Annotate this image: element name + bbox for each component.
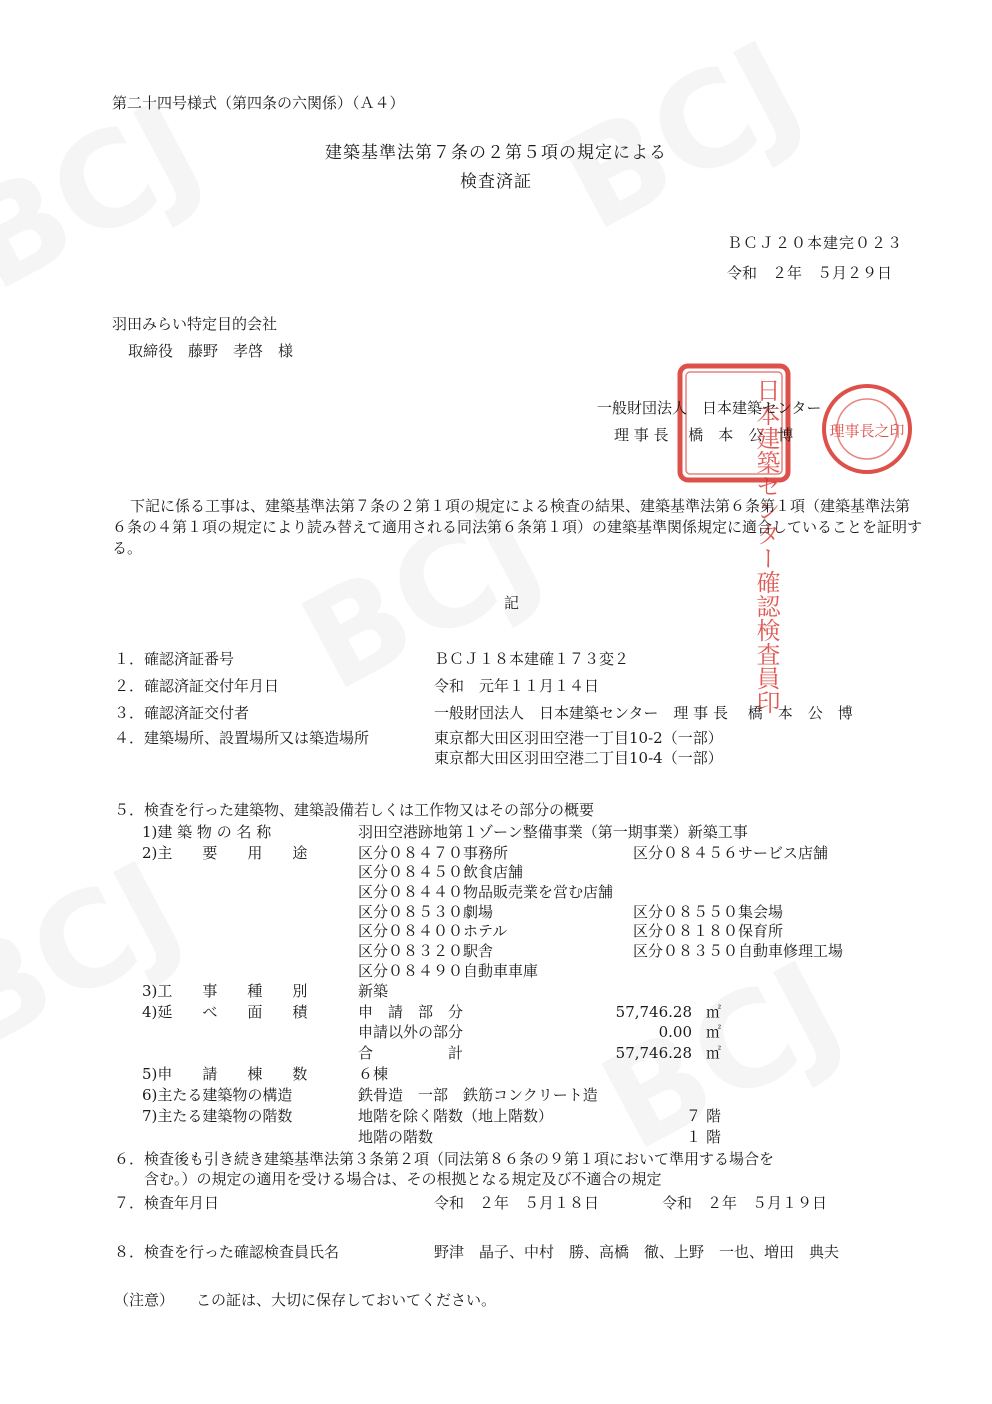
item-number: １． bbox=[114, 650, 145, 668]
form-label: 第二十四号様式（第四条の六関係）（Ａ４） bbox=[112, 94, 405, 112]
item-label: 確認済証交付年月日 bbox=[144, 677, 280, 695]
item-number: ４． bbox=[114, 729, 145, 747]
note-text: この証は、大切に保存しておいてください。 bbox=[196, 1291, 497, 1309]
item-7-value-2: 令和 ２年 ５月１９日 bbox=[662, 1194, 828, 1212]
item-label: 検査を行った確認検査員氏名 bbox=[144, 1243, 340, 1261]
item-label: 建築場所、設置場所又は築造場所 bbox=[144, 729, 370, 747]
recipient-company: 羽田みらい特定目的会社 bbox=[112, 315, 278, 333]
item-number: ３． bbox=[114, 704, 145, 722]
use-item: 区分０８５３０劇場 bbox=[358, 903, 494, 921]
area-row-label: 合 計 bbox=[358, 1044, 464, 1062]
issue-date: 令和 ２年 ５月２９日 bbox=[727, 264, 893, 282]
floor-row-unit: 階 bbox=[706, 1128, 722, 1146]
sub-3-value: 新築 bbox=[358, 982, 389, 1000]
item-3-value: 一般財団法人 日本建築センター 理 事 長 橋 本 公 博 bbox=[434, 704, 853, 722]
sub-4-label: 4)延 べ 面 積 bbox=[142, 1003, 308, 1021]
item-8-value: 野津 晶子、中村 勝、高橋 徹、上野 一也、増田 典夫 bbox=[434, 1243, 840, 1261]
item-1-value: ＢＣＪ１８本建確１７３変２ bbox=[434, 650, 630, 668]
background-watermark bbox=[539, 12, 825, 260]
area-row-unit: ㎡ bbox=[706, 1003, 722, 1021]
note-label: （注意） bbox=[114, 1291, 175, 1309]
use-item: 区分０８５５０集会場 bbox=[633, 903, 784, 921]
floor-row-unit: 階 bbox=[706, 1107, 722, 1125]
issuer-organization: 一般財団法人 日本建築センター bbox=[597, 399, 822, 417]
item-5 bbox=[114, 800, 594, 820]
floor-row-label: 地階を除く階数（地上階数） bbox=[358, 1107, 554, 1125]
use-item: 区分０８４５０飲食店舗 bbox=[358, 863, 524, 881]
document-title-line1: 建築基準法第７条の２第５項の規定による bbox=[325, 143, 667, 163]
floor-row-value: ７ bbox=[686, 1107, 702, 1125]
use-item: 区分０８４７０事務所 bbox=[358, 844, 509, 862]
item-label: 確認済証番号 bbox=[144, 650, 235, 668]
use-item: 区分０８４９０自動車車庫 bbox=[358, 962, 539, 980]
area-row-label: 申 請 部 分 bbox=[358, 1003, 464, 1021]
sub-5-label: 5)申 請 棟 数 bbox=[142, 1065, 308, 1083]
item-2 bbox=[114, 676, 279, 696]
issuer-person: 理 事 長 橋 本 公 博 bbox=[614, 426, 794, 444]
item-number: ２． bbox=[114, 677, 145, 695]
sub-6-label: 6)主たる建築物の構造 bbox=[142, 1086, 293, 1104]
document-title-line2: 検査済証 bbox=[460, 172, 532, 192]
sub-7-label: 7)主たる建築物の階数 bbox=[142, 1107, 293, 1125]
item-7 bbox=[114, 1193, 219, 1213]
use-item: 区分０８３２０駅舎 bbox=[358, 942, 494, 960]
item-6 bbox=[114, 1149, 774, 1169]
use-item: 区分０８３５０自動車修理工場 bbox=[633, 942, 844, 960]
use-item: 区分０８１８０保育所 bbox=[633, 922, 784, 940]
item-number: ８． bbox=[114, 1243, 145, 1261]
sub-2-label: 2)主 要 用 途 bbox=[142, 844, 308, 862]
certificate-number: ＢＣＪ２０本建完０２３ bbox=[727, 234, 904, 252]
sub-3-label: 3)工 事 種 別 bbox=[142, 982, 308, 1000]
item-label: 検査を行った建築物、建築設備若しくは工作物又はその部分の概要 bbox=[144, 801, 595, 819]
item-4-value-2: 東京都大田区羽田空港二丁目10-4（一部） bbox=[434, 749, 723, 767]
item-6-text-2: 含む。）の規定の適用を受ける場合は、その根拠となる規定及び不適合の規定 bbox=[144, 1170, 662, 1188]
item-number: ７． bbox=[114, 1194, 145, 1212]
seal-round-text: 理事長之印 bbox=[829, 422, 905, 440]
seal-square-text: 日本建築センター確認検査員印 bbox=[752, 378, 780, 714]
sub-6-value: 鉄骨造 一部 鉄筋コンクリート造 bbox=[358, 1086, 598, 1104]
area-row-unit: ㎡ bbox=[706, 1044, 722, 1062]
item-number: ６． bbox=[114, 1150, 145, 1168]
area-row-value: 57,746.28 bbox=[615, 1003, 692, 1021]
sub-1-value: 羽田空港跡地第１ゾーン整備事業（第一期事業）新築工事 bbox=[358, 823, 748, 841]
item-7-value-1: 令和 ２年 ５月１８日 bbox=[434, 1194, 600, 1212]
floor-row-value: １ bbox=[686, 1128, 702, 1146]
ki-label: 記 bbox=[504, 594, 520, 612]
item-3 bbox=[114, 703, 249, 723]
item-4 bbox=[114, 728, 369, 748]
use-item: 区分０８４４０物品販売業を営む店舗 bbox=[358, 883, 614, 901]
area-row-value: 0.00 bbox=[658, 1023, 692, 1041]
round-seal-stamp bbox=[820, 382, 914, 476]
item-1 bbox=[114, 649, 234, 669]
item-4-value-1: 東京都大田区羽田空港一丁目10-2（一部） bbox=[434, 729, 723, 747]
area-row-label: 申請以外の部分 bbox=[358, 1023, 464, 1041]
recipient-person: 取締役 藤野 孝啓 様 bbox=[128, 342, 294, 360]
item-number: ５． bbox=[114, 801, 145, 819]
background-watermark bbox=[0, 832, 204, 1080]
item-8 bbox=[114, 1242, 339, 1262]
use-item: 区分０８４５６サービス店舗 bbox=[633, 844, 829, 862]
item-6-text-1: 検査後も引き続き建築基準法第３条第２項（同法第８６条の９第１項において準用する場合を bbox=[144, 1150, 775, 1168]
use-item: 区分０８４００ホテル bbox=[358, 922, 508, 940]
intro-paragraph: 下記に係る工事は、建築基準法第７条の２第１項の規定による検査の結果、建築基準法第６条第１項（建築基準法第６条の４第１項の規定により読み替えて適用される同法第６条第１項）の建築基準関係規定に適合していることを証明する。 bbox=[112, 497, 923, 557]
sub-5-value: ６棟 bbox=[358, 1065, 389, 1083]
square-seal-stamp bbox=[676, 362, 792, 714]
area-row-unit: ㎡ bbox=[706, 1023, 722, 1041]
area-row-value: 57,746.28 bbox=[615, 1044, 692, 1062]
item-label: 確認済証交付者 bbox=[144, 704, 250, 722]
item-2-value: 令和 元年１１月１４日 bbox=[434, 677, 600, 695]
item-label: 検査年月日 bbox=[144, 1194, 220, 1212]
sub-1-label: 1)建 築 物 の 名 称 bbox=[142, 823, 272, 841]
floor-row-label: 地階の階数 bbox=[358, 1128, 434, 1146]
